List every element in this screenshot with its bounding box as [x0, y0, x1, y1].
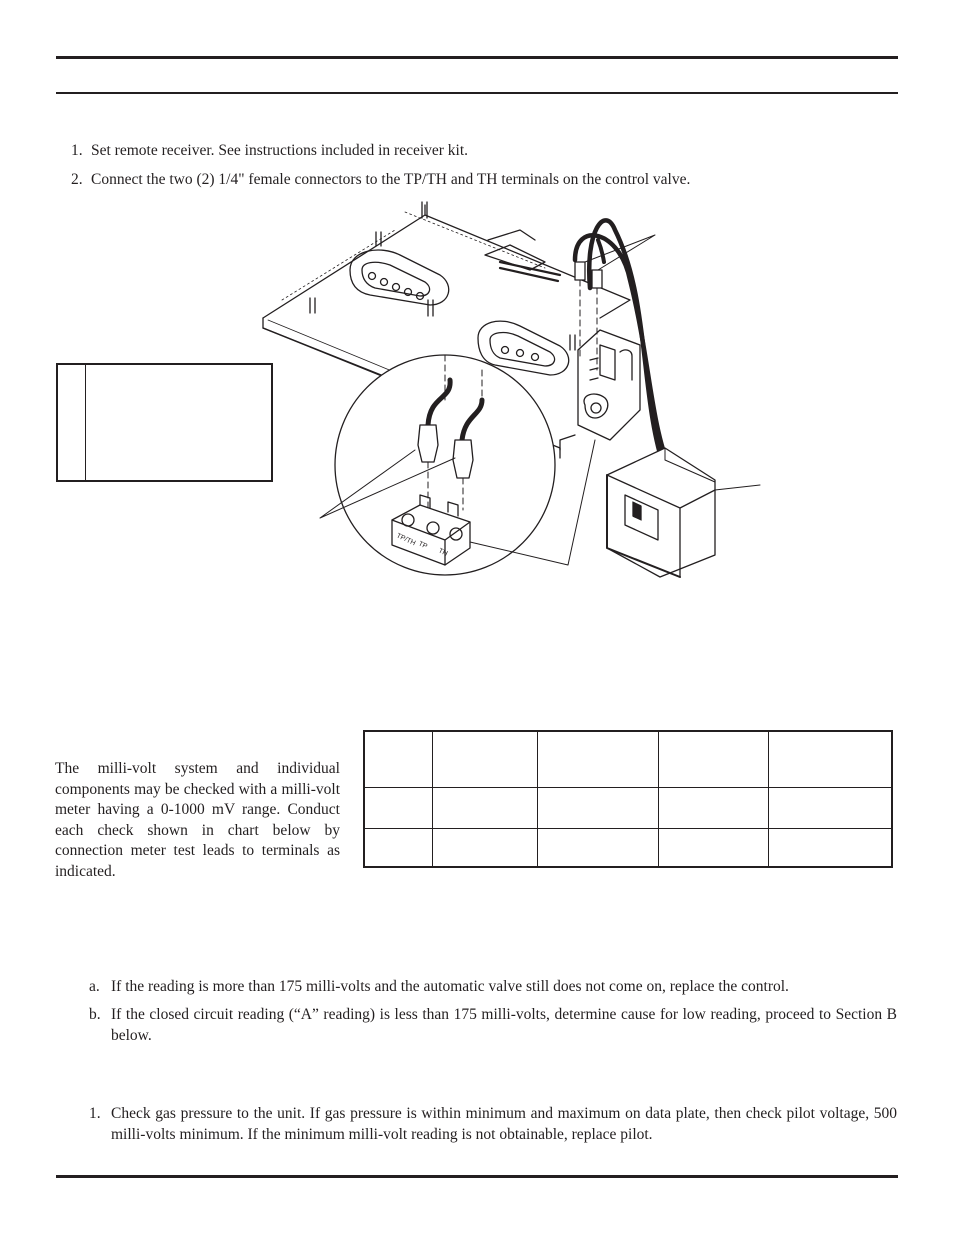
millivolt-check-table: [363, 730, 893, 868]
table-cell: [768, 731, 892, 788]
note-b-text: If the closed circuit reading (“A” reading) is less than 175 milli-volts, determine cause for low reading, proceed to Section B below.: [111, 1006, 897, 1044]
note-b: [89, 1004, 897, 1046]
table-cell: [433, 731, 538, 788]
footer-rule: [56, 1175, 898, 1178]
table-cell: [659, 731, 769, 788]
section-b-step-1-number: 1.: [89, 1105, 101, 1122]
table-cell: [364, 828, 433, 867]
millivolt-paragraph: The milli-volt system and individual components may be checked with a milli-volt meter having a 0-1000 mV range. Conduct each check shown in chart below by connection meter test leads to terminals as indicated.: [55, 760, 340, 880]
table-cell: [768, 788, 892, 829]
step-1-number: 1.: [71, 142, 83, 159]
table-row: [364, 828, 892, 867]
terminal-label-tp: TP: [417, 540, 429, 551]
table-cell: [364, 731, 433, 788]
section-b-step-1-text: Check gas pressure to the unit. If gas pressure is within minimum and maximum on data plate, then check pilot voltage, 500 milli-volts minimum. If the minimum milli-volt reading is not obtainable, replace pilot.: [111, 1105, 897, 1143]
table-cell: [768, 828, 892, 867]
terminal-label-tp-th: TP/TH: [395, 532, 417, 548]
table-cell: [659, 828, 769, 867]
table-cell: [537, 731, 659, 788]
table-cell: [364, 788, 433, 829]
note-a: [89, 976, 897, 997]
table-row: [364, 788, 892, 829]
table-cell: [433, 788, 538, 829]
note-a-text: If the reading is more than 175 milli-volts and the automatic valve still does not come on, replace the control.: [111, 978, 789, 995]
step-1-text: Set remote receiver. See instructions included in receiver kit.: [91, 142, 469, 159]
table-row: [364, 731, 892, 788]
note-a-label: a.: [89, 978, 100, 995]
table-cell: [659, 788, 769, 829]
step-2-text: Connect the two (2) 1/4" female connectors to the TP/TH and TH terminals on the control valve.: [91, 171, 691, 188]
table-cell: [433, 828, 538, 867]
table-cell: [537, 788, 659, 829]
note-b-label: b.: [89, 1006, 101, 1023]
table-cell: [537, 828, 659, 867]
section-b-step-1: [89, 1103, 897, 1145]
terminal-label-th: TH: [437, 547, 449, 558]
step-2-number: 2.: [71, 171, 83, 188]
